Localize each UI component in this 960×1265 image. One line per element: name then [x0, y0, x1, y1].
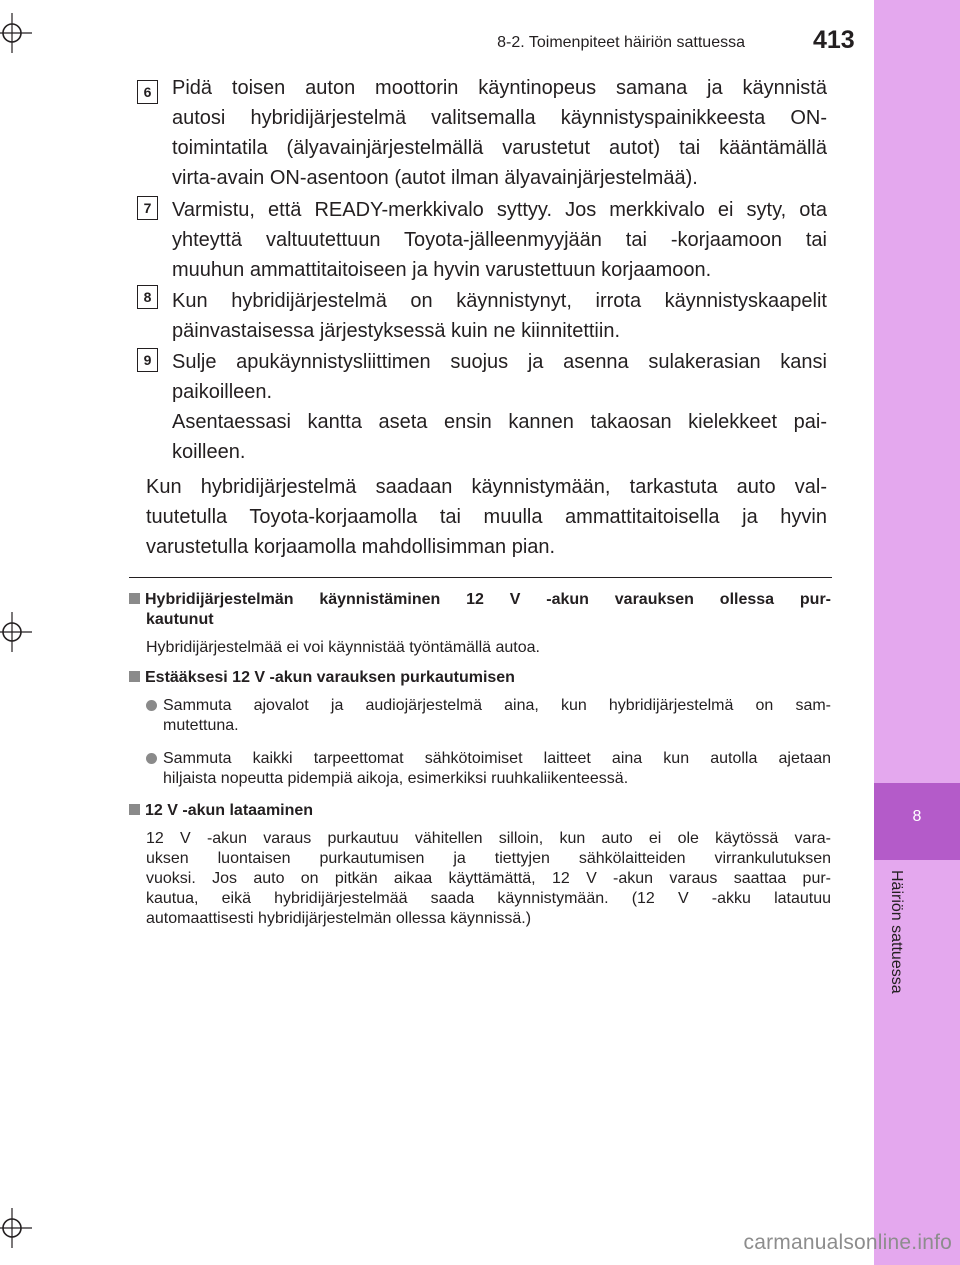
square-bullet-icon: [129, 671, 140, 682]
round-bullet-icon: [146, 753, 157, 764]
summary-line: tuutetulla Toyota-korjaamolla tai muulla ammattitaitoisella ja hyvin: [146, 506, 827, 528]
registration-mark-icon: [0, 612, 32, 652]
step-line: toimintatila (älyavainjärjestelmällä varustetut autot) tai kääntämällä: [172, 137, 827, 159]
square-bullet-icon: [129, 804, 140, 815]
step-line: yhteyttä valtuutettuun Toyota-jälleenmyyjään tai -korjaamoon tai: [172, 229, 827, 251]
note-heading: 12 V -akun lataaminen: [129, 801, 831, 821]
step-line: Kun hybridijärjestelmä on käynnistynyt, irrota käynnistyskaapelit: [172, 290, 827, 312]
step-text: [172, 286, 827, 346]
section-title: 8-2. Toimenpiteet häiriön sattuessa: [497, 34, 745, 51]
note-body: Hybridijärjestelmää ei voi käynnistää työntämällä autoa.: [146, 639, 540, 656]
watermark-link[interactable]: carmanualsonline.info: [743, 1231, 952, 1254]
step-text: [172, 195, 827, 285]
summary-line: varustetulla korjaamolla mahdollisimman pian.: [146, 536, 556, 558]
step-line: Pidä toisen auton moottorin käyntinopeus samana ja käynnistä: [172, 77, 827, 99]
step-line: Sulje apukäynnistysliittimen suojus ja asenna sulakerasian kansi: [172, 351, 827, 373]
step-number-badge: 8: [137, 285, 158, 309]
step-line: virta-avain ON-asentoon (autot ilman älyavainjärjestelmää).: [172, 167, 698, 189]
step-number-badge: 6: [137, 80, 158, 104]
step-number-badge: 9: [137, 348, 158, 372]
registration-mark-icon: [0, 1208, 32, 1248]
step-line: Varmistu, että READY-merkkivalo syttyy. Jos merkkivalo ei syty, ota: [172, 199, 827, 221]
page-number: 413: [813, 26, 855, 54]
step-line: paikoilleen.: [172, 381, 273, 403]
step-line: koilleen.: [172, 441, 246, 463]
note-heading: Hybridijärjestelmän käynnistäminen 12 V -akun varauksen ollessa pur- kautunut: [129, 590, 831, 630]
note-heading: Estääksesi 12 V -akun varauksen purkautumisen: [129, 668, 831, 688]
step-line: autosi hybridijärjestelmä valitsemalla käynnistyspainikkeesta ON-: [172, 107, 827, 129]
chapter-number: 8: [912, 808, 922, 825]
chapter-side-tab: [874, 0, 960, 1265]
registration-mark-icon: [0, 13, 32, 53]
square-bullet-icon: [129, 593, 140, 604]
note-body: 12 V -akun varaus purkautuu vähitellen silloin, kun auto ei ole käytössä vara- uksen luontaisen purkautumisen ja tiettyjen sähkölaitteiden virrankulutuksen vuoksi. Jos auto on pitkän aikaa käyttämättä, 12 V -akun varaus saattaa pur- kautua, eikä hybridijärjestelmää saada käynnistymään. (12 V -akku latautuu automaattisesti hybridijärjestelmän ollessa käynnissä.): [146, 830, 831, 927]
round-bullet-icon: [146, 700, 157, 711]
summary-line: Kun hybridijärjestelmä saadaan käynnistymään, tarkastuta auto val-: [146, 476, 827, 498]
step-line: päinvastaisessa järjestyksessä kuin ne kiinnitettiin.: [172, 320, 620, 342]
step-text: [172, 347, 827, 467]
section-divider: [129, 577, 832, 578]
step-line: Asentaessasi kantta aseta ensin kannen takaosan kielekkeet pai-: [172, 411, 827, 433]
summary-paragraph: [146, 472, 827, 562]
step-number-badge: 7: [137, 196, 158, 220]
chapter-label: Häiriön sattuessa: [888, 870, 905, 994]
step-line: muuhun ammattitaitoiseen ja hyvin varustettuun korjaamoon.: [172, 259, 712, 281]
step-text: [172, 73, 827, 193]
